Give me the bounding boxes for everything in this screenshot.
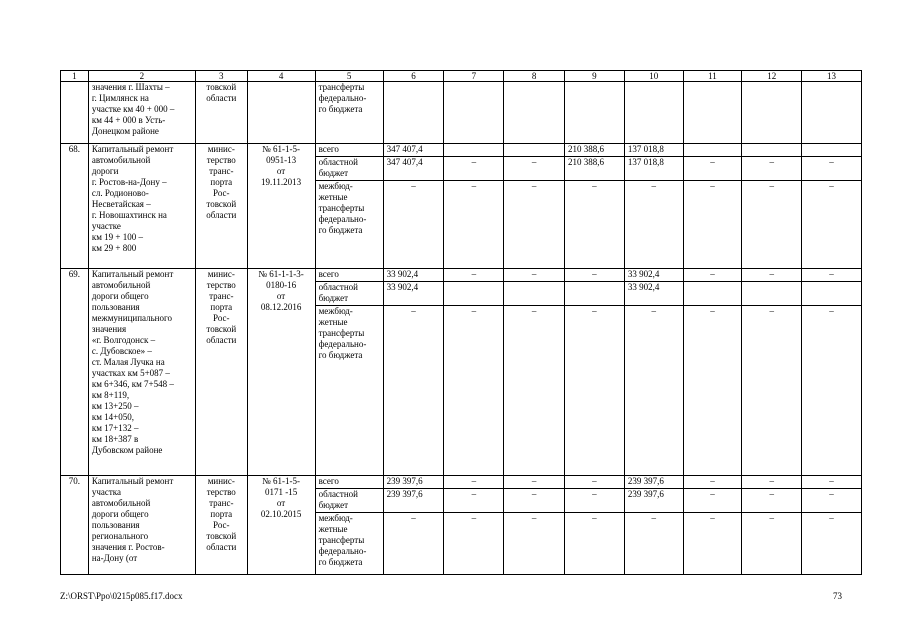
amount-cell: – <box>683 157 742 181</box>
amount-cell: – <box>565 269 625 282</box>
column-number-8: 8 <box>504 71 565 82</box>
amount-cell <box>444 282 504 306</box>
responsible-org: минис- терство транс- порта Рос- товской области <box>196 269 248 476</box>
amount-cell: – <box>742 489 802 513</box>
amount-cell: 210 388,6 <box>565 144 625 157</box>
amount-cell: 239 397,6 <box>383 476 444 489</box>
amount-cell: – <box>683 513 742 575</box>
object-name: Капитальный ремонт автомобильной дороги г. Ростов-на-Дону – сл. Родионово- Несветайская – г. Новошахтинск на участке км 19 + 100 – км 29 + 800 <box>88 144 195 269</box>
amount-cell: – <box>504 157 565 181</box>
amount-cell: – <box>504 489 565 513</box>
column-number-7: 7 <box>444 71 504 82</box>
amount-cell: – <box>683 269 742 282</box>
amount-cell: – <box>444 269 504 282</box>
amount-cell: – <box>504 269 565 282</box>
column-number-4: 4 <box>247 71 315 82</box>
continuation-cell-3: товской области <box>196 82 248 144</box>
amount-cell <box>565 282 625 306</box>
amount-cell: – <box>683 476 742 489</box>
amount-cell <box>742 282 802 306</box>
amount-cell: – <box>683 306 742 476</box>
amount-cell: – <box>624 181 683 269</box>
amount-cell: – <box>504 476 565 489</box>
continuation-cell-10 <box>624 82 683 144</box>
expertise-doc: № 61-1-5- 0171 -15 от 02.10.2015 <box>247 476 315 575</box>
amount-cell: – <box>444 476 504 489</box>
funding-source: межбюд- жетные трансферты федерально- го бюджета <box>315 306 383 476</box>
amount-cell: – <box>383 306 444 476</box>
continuation-cell-9 <box>565 82 625 144</box>
amount-cell: – <box>742 513 802 575</box>
amount-cell: – <box>504 181 565 269</box>
column-number-6: 6 <box>383 71 444 82</box>
amount-cell: – <box>802 157 862 181</box>
amount-cell: – <box>742 306 802 476</box>
amount-cell <box>802 144 862 157</box>
amount-cell: – <box>444 513 504 575</box>
amount-cell: – <box>624 513 683 575</box>
amount-cell: 347 407,4 <box>383 157 444 181</box>
amount-cell: – <box>802 306 862 476</box>
amount-cell: 137 018,8 <box>624 144 683 157</box>
amount-cell: – <box>742 181 802 269</box>
amount-cell: – <box>444 306 504 476</box>
amount-cell: – <box>683 489 742 513</box>
page-number: 73 <box>833 591 842 601</box>
continuation-cell-13 <box>802 82 862 144</box>
amount-cell: – <box>742 269 802 282</box>
amount-cell: – <box>624 306 683 476</box>
amount-cell: – <box>383 513 444 575</box>
amount-cell: – <box>742 476 802 489</box>
amount-cell: – <box>444 157 504 181</box>
amount-cell: 33 902,4 <box>383 282 444 306</box>
file-path: Z:\ORST\Ppo\0215p085.f17.docx <box>60 591 183 601</box>
funding-source: всего <box>315 269 383 282</box>
amount-cell <box>504 144 565 157</box>
amount-cell: 33 902,4 <box>383 269 444 282</box>
amount-cell <box>444 144 504 157</box>
amount-cell <box>802 282 862 306</box>
funding-source: межбюд- жетные трансферты федерально- го бюджета <box>315 181 383 269</box>
amount-cell: – <box>504 306 565 476</box>
continuation-cell-6 <box>383 82 444 144</box>
continuation-cell-12 <box>742 82 802 144</box>
amount-cell: – <box>742 157 802 181</box>
amount-cell: – <box>565 489 625 513</box>
amount-cell: – <box>444 181 504 269</box>
continuation-row <box>61 82 862 144</box>
table-row <box>61 144 862 157</box>
continuation-cell-1 <box>61 82 89 144</box>
continuation-cell-4 <box>247 82 315 144</box>
continuation-cell-11 <box>683 82 742 144</box>
amount-cell <box>683 144 742 157</box>
column-number-5: 5 <box>315 71 383 82</box>
responsible-org: минис- терство транс- порта Рос- товской области <box>196 144 248 269</box>
amount-cell: – <box>683 181 742 269</box>
column-number-9: 9 <box>565 71 625 82</box>
object-name: Капитальный ремонт автомобильной дороги общего пользования межмуниципального значения «г. Волгодонск – с. Дубовское» – ст. Малая Лучка на участках км 5+087 – км 6+346, км 7+548 – км 8+119, км 13+250 – км 14+050, км 17+132 – км 18+387 в Дубовском районе <box>88 269 195 476</box>
column-number-1: 1 <box>61 71 89 82</box>
column-number-2: 2 <box>88 71 195 82</box>
amount-cell: – <box>802 476 862 489</box>
amount-cell: – <box>444 489 504 513</box>
row-number: 69. <box>61 269 89 476</box>
column-number-3: 3 <box>196 71 248 82</box>
continuation-cell-5: трансферты федерально- го бюджета <box>315 82 383 144</box>
amount-cell: 347 407,4 <box>383 144 444 157</box>
row-number: 68. <box>61 144 89 269</box>
amount-cell: 137 018,8 <box>624 157 683 181</box>
amount-cell: 239 397,6 <box>624 476 683 489</box>
row-number: 70. <box>61 476 89 575</box>
funding-source: всего <box>315 144 383 157</box>
budget-table <box>60 70 862 575</box>
continuation-cell-2: значения г. Шахты – г. Цимлянск на участке км 40 + 000 – км 44 + 000 в Усть- Донецком районе <box>88 82 195 144</box>
amount-cell: 239 397,6 <box>624 489 683 513</box>
amount-cell: 239 397,6 <box>383 489 444 513</box>
amount-cell: – <box>565 513 625 575</box>
column-number-12: 12 <box>742 71 802 82</box>
column-number-11: 11 <box>683 71 742 82</box>
amount-cell: – <box>802 269 862 282</box>
amount-cell <box>742 144 802 157</box>
column-number-13: 13 <box>802 71 862 82</box>
amount-cell: – <box>565 476 625 489</box>
table-body <box>61 71 862 575</box>
continuation-cell-7 <box>444 82 504 144</box>
funding-source: межбюд- жетные трансферты федерально- го бюджета <box>315 513 383 575</box>
amount-cell: – <box>802 489 862 513</box>
amount-cell: 33 902,4 <box>624 282 683 306</box>
amount-cell: 33 902,4 <box>624 269 683 282</box>
expertise-doc: № 61-1-5- 0951-13 от 19.11.2013 <box>247 144 315 269</box>
continuation-cell-8 <box>504 82 565 144</box>
amount-cell: – <box>383 181 444 269</box>
amount-cell: 210 388,6 <box>565 157 625 181</box>
amount-cell: – <box>565 306 625 476</box>
funding-source: областной бюджет <box>315 489 383 513</box>
amount-cell: – <box>802 181 862 269</box>
amount-cell: – <box>802 513 862 575</box>
table-row <box>61 476 862 489</box>
amount-cell <box>504 282 565 306</box>
column-number-10: 10 <box>624 71 683 82</box>
table-row <box>61 269 862 282</box>
amount-cell: – <box>565 181 625 269</box>
funding-source: областной бюджет <box>315 282 383 306</box>
funding-source: областной бюджет <box>315 157 383 181</box>
funding-source: всего <box>315 476 383 489</box>
header-row <box>61 71 862 82</box>
amount-cell: – <box>504 513 565 575</box>
object-name: Капитальный ремонт участка автомобильной дороги общего пользования регионального значения г. Ростов- на-Дону (от <box>88 476 195 575</box>
expertise-doc: № 61-1-1-3- 0180-16 от 08.12.2016 <box>247 269 315 476</box>
responsible-org: минис- терство транс- порта Рос- товской области <box>196 476 248 575</box>
amount-cell <box>683 282 742 306</box>
